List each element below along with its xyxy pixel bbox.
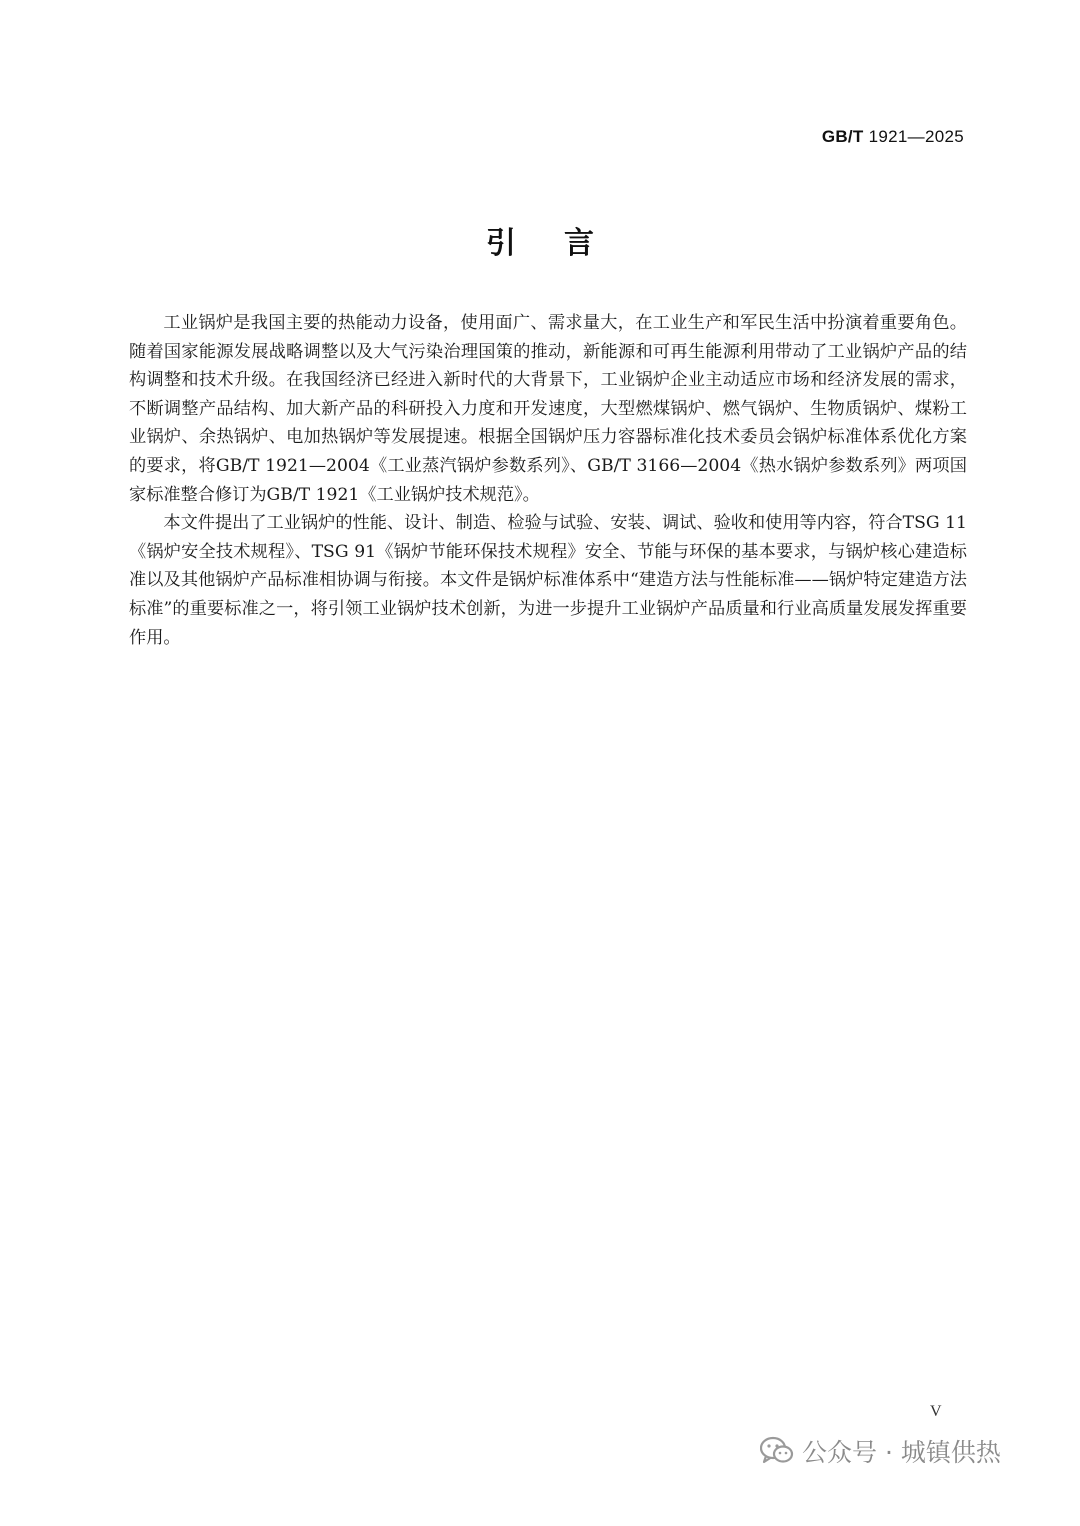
page-number: V xyxy=(930,1403,942,1420)
wechat-icon xyxy=(760,1436,794,1466)
watermark-text: 公众号 · 城镇供热 xyxy=(802,1438,1001,1467)
standard-code: 1921—2025 xyxy=(868,127,964,146)
section-title: 引言 xyxy=(486,226,642,261)
watermark xyxy=(760,1433,1001,1469)
introduction-body xyxy=(129,309,967,652)
paragraph-1: 工业锅炉是我国主要的热能动力设备，使用面广、需求量大，在工业生产和军民生活中扮演着重要角色。随着国家能源发展战略调整以及大气污染治理国策的推动，新能源和可再生能源利用带动了工业锅炉产品的结构调整和技术升级。在我国经济已经进入新时代的大背景下，工业锅炉企业主动适应市场和经济发展的需求，不断调整产品结构、加大新产品的科研投入力度和开发速度，大型燃煤锅炉、燃气锅炉、生物质锅炉、煤粉工业锅炉、余热锅炉、电加热锅炉等发展提速。根据全国锅炉压力容器标准化技术委员会锅炉标准体系优化方案的要求，将GB/T 1921—2004《工业蒸汽锅炉参数系列》、GB/T 3166—2004《热水锅炉参数系列》两项国家标准整合修订为GB/T 1921《工业锅炉技术规范》。 xyxy=(129,313,967,505)
paragraph-2: 本文件提出了工业锅炉的性能、设计、制造、检验与试验、安装、调试、验收和使用等内容，符合TSG 11《锅炉安全技术规程》、TSG 91《锅炉节能环保技术规程》安全、节能与环保的基本要求，与锅炉核心建造标准以及其他锅炉产品标准相协调与衔接。本文件是锅炉标准体系中“建造方法与性能标准——锅炉特定建造方法标准”的重要标准之一，将引领工业锅炉技术创新，为进一步提升工业锅炉产品质量和行业高质量发展发挥重要作用。 xyxy=(129,513,967,648)
standard-number xyxy=(822,127,964,147)
standard-prefix: GB/T xyxy=(821,127,864,146)
